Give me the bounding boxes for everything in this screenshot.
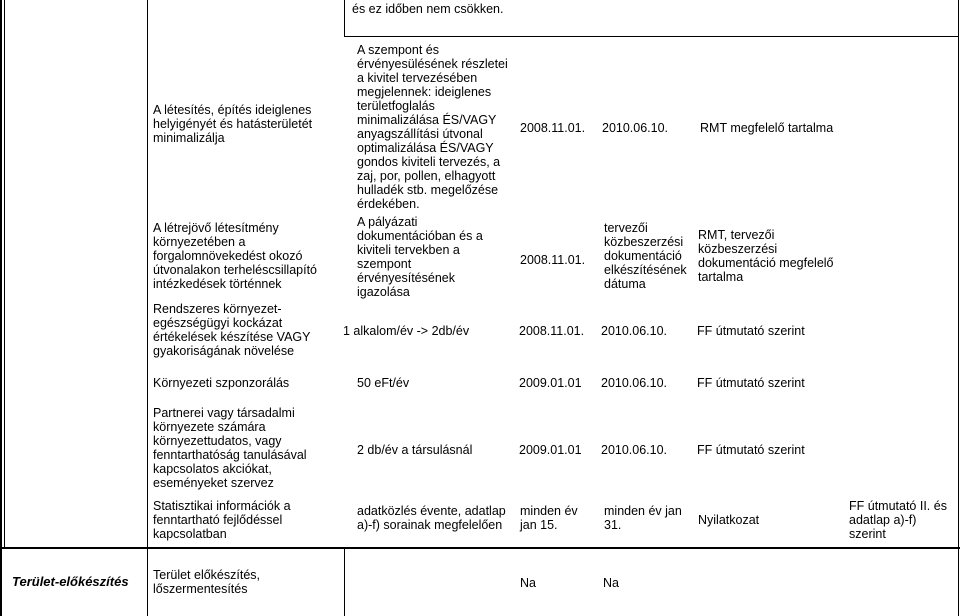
doc-text-2: RMT, tervezői közbeszerzési dokumentáció megfelelő tartalma	[698, 228, 834, 284]
column-divider-3	[344, 548, 345, 616]
left-border-line-inner	[4, 0, 5, 548]
end-date-4: 2010.06.10.	[601, 376, 668, 390]
start-date-5: 2009.01.01	[519, 443, 582, 457]
goal-text-7: Terület előkészítés, lőszermentesítés	[153, 568, 260, 596]
doc-text-5: FF útmutató szerint	[697, 443, 805, 457]
end-date-6: minden év jan 31.	[604, 504, 682, 532]
column-divider-right	[958, 0, 959, 616]
section-label: Terület-előkészítés	[12, 574, 129, 589]
goal-text-5: Partnerei vagy társadalmi környezete számára környezettudatos, vagy fenntarthatóság tanulásával kapcsolatos akciókat, eseményeket szervez	[153, 406, 307, 490]
end-date-2: tervezői közbeszerzési dokumentáció elkészítésének dátuma	[604, 221, 687, 291]
doc-text-6-extra: FF útmutató II. és adatlap a)-f) szerint	[849, 499, 947, 541]
end-date-5: 2010.06.10.	[601, 443, 668, 457]
left-border-line	[0, 0, 2, 616]
goal-text-4: Környezeti szponzorálás	[153, 376, 290, 390]
column-divider-2	[344, 0, 345, 36]
end-date-3: 2010.06.10.	[601, 324, 668, 338]
start-date-1: 2008.11.01.	[520, 121, 586, 135]
doc-text-6: Nyilatkozat	[698, 513, 760, 527]
start-date-4: 2009.01.01	[519, 376, 582, 390]
end-date-7: Na	[603, 576, 619, 590]
doc-text-4: FF útmutató szerint	[697, 376, 805, 390]
row-divider-top	[344, 36, 958, 37]
indicator-text-4: 50 eFt/év	[357, 376, 410, 390]
top-fragment-text: és ez időben nem csökken.	[352, 2, 504, 16]
goal-text-6: Statisztikai információk a fenntartható fejlődéssel kapcsolatban	[153, 499, 291, 541]
indicator-text-6: adatközlés évente, adatlap a)-f) sorainak megfelelően	[357, 504, 506, 532]
goal-text-1: A létesítés, építés ideiglenes helyigényét és hatásterületét minimalizálja	[153, 103, 313, 145]
start-date-3: 2008.11.01.	[519, 324, 585, 338]
indicator-text-1: A szempont és érvényesülésének részletei a kivitel tervezésében megjelennek: ideiglenes területfoglalás minimalizálása ÉS/VAGY anyagszállítási útvonal optimalizálása ÉS/VAGY gondos kiviteli tervezés, a zaj, por, pollen, elhagyott hulladék stb. megelőzése érdekében.	[357, 43, 508, 211]
row-divider-section	[0, 547, 960, 549]
doc-text-1: RMT megfelelő tartalma	[700, 121, 834, 135]
indicator-text-5: 2 db/év a társulásnál	[357, 443, 473, 457]
doc-text-3: FF útmutató szerint	[697, 324, 805, 338]
indicator-text-3: 1 alkalom/év -> 2db/év	[343, 324, 470, 338]
indicator-text-2: A pályázati dokumentációban és a kiviteli tervekben a szempont érvényesítésének igazolása	[357, 215, 483, 299]
goal-text-3: Rendszeres környezet-egészségügyi kockázat értékelések készítése VAGY gyakoriságának növelése	[153, 302, 311, 358]
start-date-6: minden év jan 15.	[520, 504, 578, 532]
column-divider-1	[147, 0, 148, 616]
goal-text-2: A létrejövő létesítmény környezetében a forgalomnövekedést okozó útvonalakon terheléscsillapító intézkedések történnek	[153, 221, 317, 291]
end-date-1: 2010.06.10.	[602, 121, 669, 135]
start-date-7: Na	[520, 576, 536, 590]
start-date-2: 2008.11.01.	[520, 253, 586, 267]
